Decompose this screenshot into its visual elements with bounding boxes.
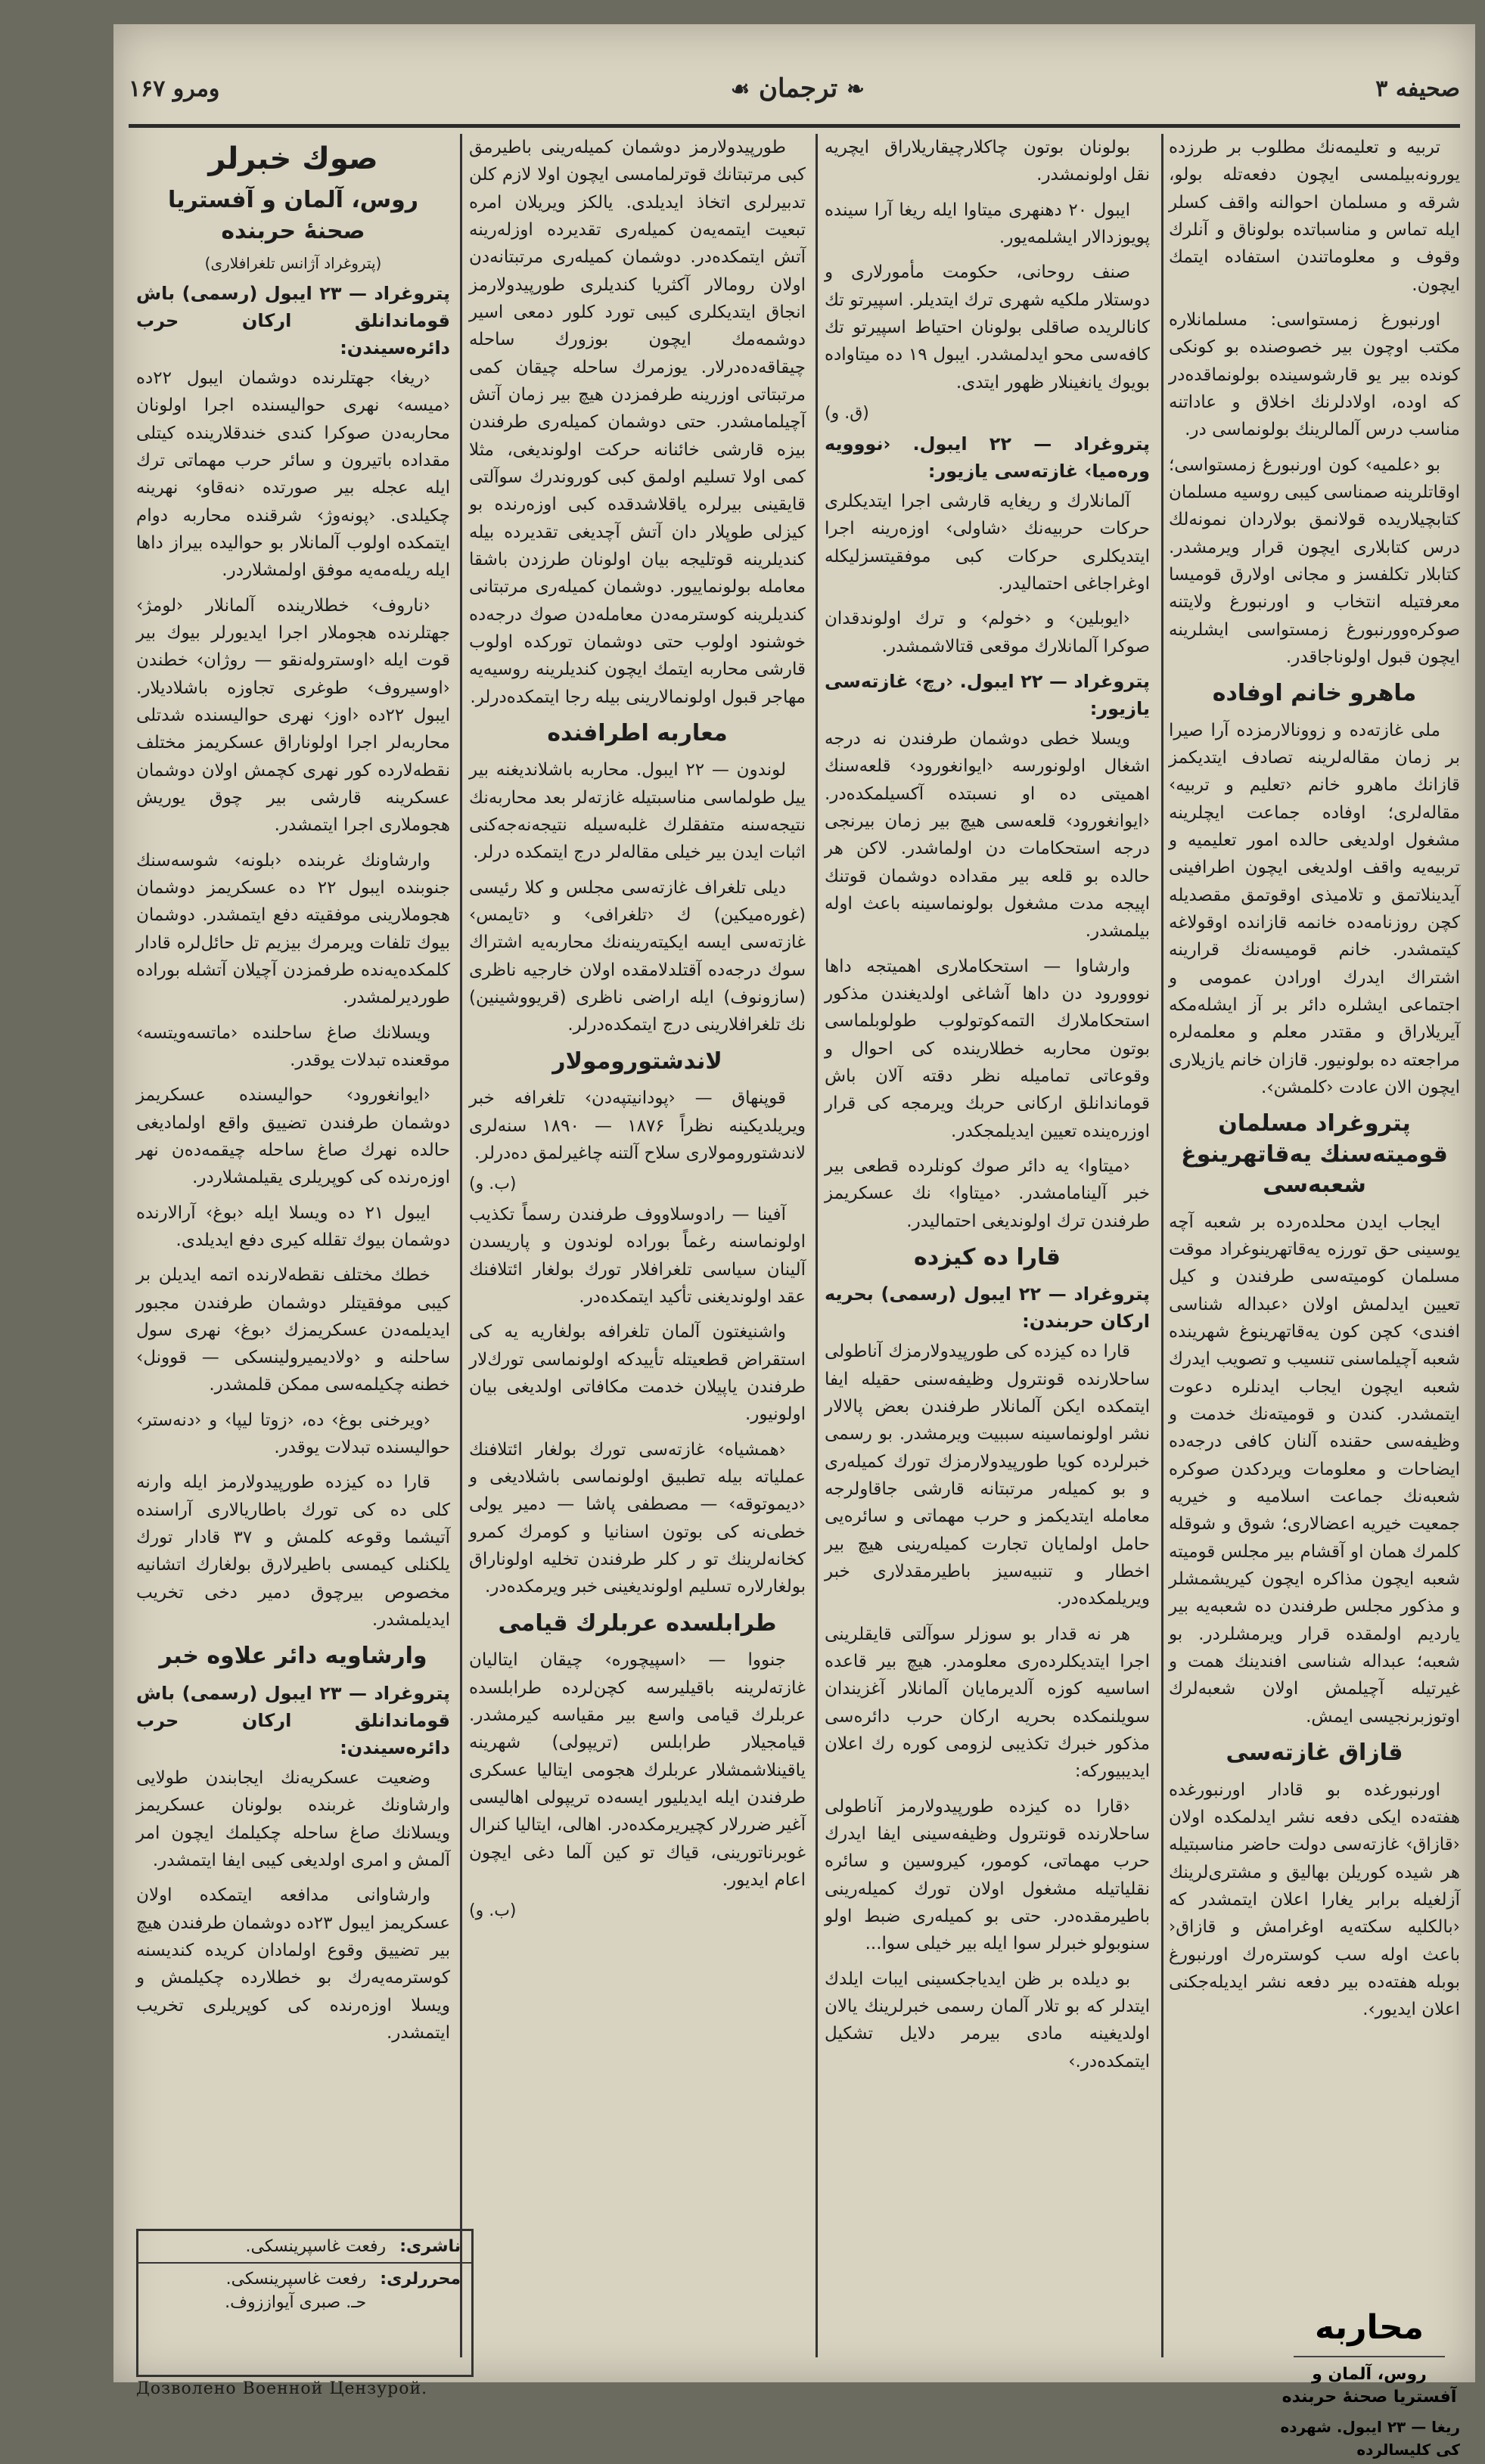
col4-p10: وضعیت عسکریه‌نك ایجابندن طولایی وارشاونك غربنده بولونان عسکریمز ویسلانك صاغ ساحله چکیلمك ایچون امر آلمش و امری اولدیغی کیبی ایفا ایتمشدر.: [136, 1767, 450, 1870]
col2-top3: صنف روحانی، حکومت مأمورلاری و دوستلار ملکیه شهری ترك ایتدیلر. اسپیرتو تك کانالریده صاقلی بولونان احتیاط اسپیرتو تك کافه‌سی محو ایدلمشدر. ایبول ۱۹ ده میتاواده بویوك یانغینلار ظهور ایتدی.: [825, 262, 1150, 393]
col4-heading3: وارشاویه دائر علاوه خبر: [159, 1643, 427, 1670]
col2-dateline2: پتروغراد — ۲۲ ایبول. ‹رچ› غازته‌سی یازیور:: [825, 670, 1151, 719]
col3-heading3: طرابلسده عربلرك قیامی: [498, 1609, 777, 1637]
col1-cont1: تربیه و تعلیمه‌نك مطلوب بر طرزده یورونه‌بیلمسی ایچون دفعه‌تله بولو، شرقه و مسلمان احوالنه واقف کسلر ایله تماس و مناسباتده بولوناق و آنلرك وقوف و معلوماتندن استفاده ایتمك ایچون.: [1169, 138, 1460, 295]
col2-top1: بولونان بوتون چاکلارچیقاریلاراق ایچریه نقل اولونمشدر.: [825, 138, 1150, 185]
column-2: [825, 134, 1150, 2357]
newspaper-page: [113, 24, 1475, 2459]
col2-p2: ‹ایوبلین› و ‹خولم› و ترك اولوندقدان صوکرا آلمانلارك موقعی قتالاشمشدر.: [825, 609, 1150, 656]
col4-p3: وارشاونك غربنده ‹بلونه› شوسه‌سنك جنوبنده ایبول ۲۲ ده عسکریمز دوشمان هجوملارینی موفقیته دفع ایتمشدر. دوشمان بیوك تلفات ویرمرك بیزیم تل حائل‌لره قادار کلمکده‌یه‌نده طرفمزدن آچیلان آتشله بوراده طوردیرلمشدر.: [136, 850, 450, 1008]
col1-heading3: قازاق غازته‌سی: [1226, 1739, 1403, 1767]
footer-editors-row: [138, 2264, 471, 2318]
ornament-right-icon: ☙: [730, 76, 750, 101]
col3-p5: واشنیغتون آلمان تلغرافه بولغاریه یه کی استقراض قطعیتله تأییدکه اولونماسی تورك‌لار طرفندن یاپیلان خدمت مكافاتی اولدیغی بیان اولونیور.: [469, 1322, 806, 1425]
col1-bottom-rule: [1294, 2356, 1445, 2357]
page-number: صحیفه ۳: [1375, 75, 1460, 102]
col3-p3: قوپنهاق — ‹پودانیتپه‌دن› تلغرافه خبر ویریلدیکینه نظراً ۱۸۷۶ — ۱۸۹۰ سنه‌لری لاندشتورومولاری سلاح آلتنه چاغیرلمق ده‌درلر.: [469, 1088, 806, 1163]
editors-list: [225, 2270, 366, 2312]
col3-heading2: لاندشتورومولار: [552, 1047, 722, 1075]
col1-heading1: ماهرو خانم اوفاده: [1212, 680, 1417, 707]
col4-p8: ‹ویرخنی بوغ› ده، ‹زوتا لیپا› و ‹دنه‌ستر› حوالیسنده تبدلات یوقدر.: [136, 1410, 450, 1458]
col4-p1: ‹ریغا› جهتلرنده دوشمان ایبول ۲۲ده ‹میسه› نهری حوالیسنده اجرا اولونان محاربه‌دن صوکرا کندی خندقلارینده کیتلی مقداده باتیرون و سائر حرب مهماتی ترك ایله عجله بیر صورتده ‹نه‌قاو› نهرینه چکیلدی. ‹پونه‌وژ› شرقنده محاربه دوام ایتمکده اولوب آلمانلار بو حوالیده بیراز داها ایله ریله‌مه‌یه موفق اولمشلاردر.: [136, 368, 450, 581]
col4-p5: ‹ایوانغورود› حوالیسنده عسکریمز دوشمان طرفندن تضییق واقع اولمادیغی حالده نهرك صاغ ساحله چیقمه‌ده‌ن نهر اوزه‌رنده کی کوپریلری یقیلمشلاردر.: [136, 1085, 450, 1188]
col3-p7: جنووا — ‹اسپیچوره› چیقان ایتالیان غازته‌لرینه باقیلیرسه کچن‌لرده طرابلسده عربلرك قیامی واسع بیر مقیاسه کیرمشدر. قیامجیلار طرابلس (تریپولی) شهرینه یاقینلاشمشلار عربلرك هجومی ایتالیا عسکری طرفندن ایله ایدیلیور ایسه‌ده تریپولی اهالیسی آغیر ضررلار کچیریرمكده‌در. اهالی، ایتالیا کنرال غوبرناتورینی، قیاك تو کین آلما دغی ایچون اعام ایدیور.: [469, 1650, 806, 1890]
col2-p8: ‹قارا ده کیزده طورپیدولارمز آناطولی ساحلارنده قونترول وظیفه‌سینی ایفا ایدرك حرب مهماتی، کومور، کیروسین و سائره نقلیاتیله مشغول اولان تورك کمیله‌رینی باطیرمقده‌در. حتی بو کمیله‌ری ضبط اولو سنوبولو خبرلر سوا ایله بیر خیلی سوا...: [825, 1796, 1150, 1954]
col2-ref1: (ق. و): [825, 403, 869, 423]
footer-publisher-row: [138, 2231, 471, 2264]
col4-p7: خطك مختلف نقطه‌لارنده اتمه ایدیلن بر کیبی موفقیتلر دوشمان طرفندن مجبور ایدیلمه‌دن عسکریمزك ‹بوغ› نهری سول ساحلنه و ‹ولادیمیرولینسکی — قوونل› خطنه چکیلمه‌سی ممکن قلمشدر.: [136, 1265, 450, 1395]
column-1: [1169, 134, 1460, 2357]
column-divider-1: [1161, 134, 1163, 2357]
column-divider-2: [816, 134, 818, 2357]
col3-ref1: (ب. و): [469, 1175, 517, 1194]
col4-p2: ‹ناروف› خطلارینده آلمانلار ‹لومژ› جهتلرنده هجوملار اجرا ایدیورلر بیوك بیر قوت ایله ‹اوستروله‌نقو — روژان› خطندن ‹اوسیروف› طوغری تجاوزه باشلادیلار. ایبول ۲۲ده ‹اوز› نهری حوالیسنده شدتلی محاربه‌لر اجرا اولوناراق عسکریمز مختلف نقطه‌لارده کور نهری کچمش اولان دوشمان عسکرینه قارشی بیر چوق یوریش هجوملاری اجرا ایتمشدر.: [136, 595, 450, 836]
editor-2: حـ. صبری آیواززوف.: [225, 2293, 367, 2312]
col1-heading4: محاربه: [1314, 2308, 1424, 2347]
publisher-name: رفعت غاسپرینسکی.: [245, 2237, 387, 2256]
col2-p9: بو دیلده بر ظن ایدیاجکسینی ایبات ایلدك ایتدلر که بو تلار آلمان رسمی خبرلرینك یالان اولدیغینه مادی بیرمر دلایل تشکیل ایتمكده‌در.›: [825, 1969, 1150, 2071]
col2-p6: قارا ده کیزده کی طورپیدولارمزك آناطولی ساحلارنده قونترول وظیفه‌سنی حقیله ایفا ایتمكده ایكن آلمانلار طرفندن بعض پالالار نشر اولونماسینه سببیت ویرمشدر. بو رسمی خبرلرده کویا طورپیدولارمزك تورك کمیله‌ری و بو کمیله‌ر مرتبتانه قارشی جاقاولرجه معامله ایتدیکمز و حرب مهماتی و سائره‌یی حامل اولمایان تجارت کمیله‌رینی هیچ بیر اخطار و تنبیه‌سیز باطیرمقدلاری خبر ویریلمكده‌در.: [825, 1342, 1150, 1609]
col4-heading1: صوك خبرلر: [208, 141, 378, 176]
col2-top2: ایبول ۲۰ دهنهرى میتاوا ایله ریغا آرا سینده پویوزدالار ایشلمه‌یور.: [825, 200, 1150, 247]
col2-dateline3: پتروغراد — ۲۲ ایبول (رسمی) بحریه ارکان حربندن:: [825, 1283, 1150, 1333]
masthead-rule: [129, 124, 1460, 128]
col3-p2: دیلی تلغراف غازته‌سی مجلس و کلا رئیسی (غوره‌میکین) ك ‹تلغرافی› و ‹تایمس› غازته‌سی ایسه ایکیته‌رینه‌نك محاربه‌یه اشتراك سوك درجه‌ده آقتلدلامقده اولان خارجیه ناظری (سازونوف) ایله اراضی ناظری (قریووشینین) نك تلغرافلارینی درج ایتمكده‌درلر.: [469, 877, 806, 1035]
col4-p11: وارشاوانی مدافعه ایتمکده اولان عسکریمز ایبول ۲۳ده دوشمان طرفندن هیچ بیر تضییق وقوع اولمادان کریده کندیسنه کوسترمه‌یه‌رك بو خطلارده چکیلمش و ویسلا اوزه‌رنده کی کوپریلری تخریب ایتمشدر.: [136, 1885, 450, 2043]
col4-p9: قارا ده کیزده طورپیدولارمز ایله وارنه کلی ده کی تورك باطاریالاری آراسنده آتیشما وقوعه کلمش و ۳۷ قادار تورك یلکنلی کیمسی باطیرلارق بولغارك اتشانیه مخصوص بیرچوق دمیر دخی تخریب ایدیلمشدر.: [136, 1473, 450, 1631]
col3-p1: لوندون — ۲۲ ایبول. محاربه باشلاندیغنه بیر ییل طولماسی مناسبتیله غازته‌لر بعد محاربه‌نك نتیجه‌سنه متفقلرك غلبه‌سیله نتیجه‌نه‌جه‌کنی اثبات ایدن بیر خیلی مقاله‌لر درج ایتمكده درلر.: [469, 760, 806, 863]
col1-cont2: اورنبورغ زمستواسی: مسلمانلاره مکتب اوچون بیر خصوصنده بو کونکی کونده بیر یو قارشوسینده بولونماقده‌در که اوده، اولادلرنك اخلاق و عاداتنه مناسب درس آلمالرینك بولونماسی در.: [1169, 309, 1460, 440]
col1-heading2: پتروغراد مسلمان قومیته‌سنك یه‌قاتهرینوغ شعبه‌سی: [1181, 1110, 1448, 1199]
col4-dateline2: پتروغراد — ۲۳ ایبول (رسمی) باش قوماندانلق ارکان حرب دائره‌سیندن:: [136, 1682, 450, 1758]
col3-p6: ‹همشیاه› غازته‌سی تورك بولغار ائتلافنك عملیاته بیله تطبیق اولونماسی باشلادیغی و ‹دیموتوقه› — مصطفی پاشا — دمیر یولی خطی‌نه کی بوتون اسنانیا و کومرك کمرو کخانه‌لرینك تو ر کلر طرفندن تخلیه اولوناراق بولغارلاره تسلیم اولوندیغینی خبر ویرمكده‌در.: [469, 1439, 806, 1597]
col3-p4: آفینا — رادوسلاووف طرفندن رسماً تکذیب اولونماسنه رغماً بوراده لوندون و پاریسدن آلینان سیاسی تلغرافلار تورك بولغار ائتلافنك عقد اولوندیغنی تأکید ایتمكده‌در.: [469, 1205, 806, 1308]
footer-imprint: [136, 2229, 474, 2377]
col2-p4: وارشاوا — استحکاملاری اهمیتجه داها نووورود دن داها آشاغی اولدیغندن مذکور استحکاملارك التمه‌كوتولوب طولوبلماسی بوتون محاربه خطلارینده کی احوال و وقوعاتی تمامیله نظر دقته آلان باش قوماندانلق ارکانی حربك ویرمجه کی قرار اوزره‌ینده تعیین ایدیلمجکدر.: [825, 956, 1150, 1141]
issue-number: ومرو ۱۶۷: [129, 75, 220, 102]
col4-p4: ویسلانك صاغ ساحلنده ‹ماتسه‌ویتسه› موقعنده تبدلات یوقدر.: [136, 1023, 450, 1070]
col3-ref2: (ب. و): [469, 1901, 517, 1921]
col2-p3: ویسلا خطی دوشمان طرفندن نه درجه اشغال اولونورسه ‹ایوانغورود› قلعه‌سنك اهمیتی ده او نسبتده آکسیلمكده‌در. ‹ایوانغورود› قلعه‌سی هیچ بیر زمان بیرنجی درجه استحکامات دن اولماشدر. لاكن هر حالده بو قلعه بیر مقداده دوشمان قوتنك اپیجه مدت مشغول بولونماسینه باعث اوله بیلمشدر.: [825, 728, 1150, 942]
col4-p6: ایبول ۲۱ ده ویسلا ایله ‹بوغ› آرالارنده دوشمان بیوك تقلله کیری دفع ایدیلدی.: [136, 1203, 450, 1250]
col4-heading2: روس، آلمان و آفستریا صحنهٔ حربنده: [167, 187, 419, 244]
col1-cont3: بو ‹علمیه› کون اورنبورغ زمستواسی؛ اوقاتلرینه صمناسی کیبی روسیه مسلمان کتابچیلاریده قولانمق بولاردان نمونه‌لك درس کتابلاری ایچون قرار ویرمشدر. کتابلار تکلفسز و مجانی اولارق قوميسا معرفتیله انتخاب و اورنبورغ ولایتنه صوكره‌وورنبورغ زمستواسی ایشلرینه ایچون قبول اولوناجاقدر.: [1169, 455, 1460, 667]
censorship-note: Дозволено Военной Цензурой.: [136, 2379, 428, 2398]
editors-label: محررلری:: [380, 2270, 461, 2289]
col2-p7: هر نه قدار بو سوزلر سوآلتی قایقلرینی اجرا ایتدیكلرده‌ری معلومدر. هیچ بیر قاعده اساسیه کوزه آلدیرمایان آلمانلار آغزیندان سویلنمكده بحریه ارکان حرب دائره‌سی مذکور خبرك تکذیبی لزومی کوره رك اعلان ایدیبیورکه:: [825, 1624, 1150, 1782]
col3-top1: طورپیدولارمز دوشمان کمیله‌رینی باطیرمق کبی مرتبتانك قوترلمامسی ایچون اولا لازم کلن تدبیرلری اتخاذ ایدیلدی. یالکز ویریلان امره تبعیت ایتمه‌یه‌ن کمیله‌ری تقدیرده اوزله‌رینه آتش ایتمكده‌در. دوشمان کمیله‌ری مرتبتانه‌دن اولان رومالار آکثریا کندیلری طورپیدولارمز انجاق ایتدیكلری کیبی تورد کلور دمعی اسیر دوشمه‌مك ایچون بوزورك ساحله چیقاقه‌ده‌درلار. یوزمرك ساحله چیقان کمی مرتبتاتی اوزرینه طرفمزدن هیچ بیر زمان آتش آچیلمامشدر. حتی دوشمان کمیله‌ری طرفندن بیزه قارشی خائنانه حرکت اولوندیغی، مثلا کمی اولا تسلیم اولمق کبی کوروندرك سوآلتی قایقینی بیرلره یاقلاشدقده کبی اوزه‌رنده بو کیزلی طوپلار دان آتش آچدیغی تقدیرده بیله کندیلرینه قوتلیجه بیان اولونان طرزدن باشقا معامله بولونماییور. دوشمان کمیله‌ری مرتبتانی کندیلرینه کوسترمه‌دن معامله‌دن صوك درجه‌ده خوشنود اولوب حتی دوشمان تورکده اولوب قارشی محاربه ایتمك ایچون کندیلرینه روسیه‌یه مهاجر قبول اولونمالارینی بیله رجا ایتمكده‌درلر.: [469, 138, 806, 707]
col4-note1: (پتروغراد آژانس تلغرافلاری): [204, 254, 382, 272]
col3-heading1: معاربه اطرافنده: [547, 719, 728, 746]
newspaper-title-block: [731, 73, 865, 104]
publisher-label: ناشری:: [399, 2237, 461, 2256]
newspaper-title: ترجمان: [759, 73, 838, 104]
column-3: [469, 134, 806, 2357]
column-divider-3: [460, 134, 462, 2357]
col1-body3: اورنبورغده بو قادار اورنبورغده هفته‌ده ایكی دفعه نشر ایدلمكده اولان ‹قازاق› غازته‌سی دولت حاضر مناسبتیله هر شیده کوریلن بهالیق و مشتری‌لرینك آزلغیله برابر یغارا اعلان ایتمشدر که ‹بالكلیه سکته‌یه اوغرامش و قازاق‹ باعث اوله سب کوستره‌رك اورنبورغ بوبله هفته‌ده بیر دفعه نشر ایدیله‌جکنی اعلان ایدیور›.: [1169, 1780, 1460, 2020]
col1-body2: ایجاب ایدن محلده‌رده بر شعبه آچه یوسینی حق تورزه یه‌قاتهرینوغراد موقت مسلمان کومیته‌سی طرفندن و کیل تعیین ایدلمش اولان ‹عبداله شناسی افندی› کچن کون یه‌قاتهرینوغ شهرینده شعبه آچیلماسنی تنسیب و تصویب ایدرك شعبه ایچون ایجاب ایدنلره دعوت ایتمشدر. کندن و قومیته‌نك خدمت و وظیفه‌سی حقنده آلنان کافی درجه‌ده ایضاحات و معلومات ویردکدن صوكره شعبه‌نك جماعت اسلامیه و خیریه جمعیت خیریه اعضالاری؛ شوق و شوقله کلمرك همان او آقشام بیر مجلس قومیته شعبه ایچون مذاكره ایچون کیریشمشلر و مذكور مجلس طرفندن ده شعبه‌یه بیر یاردیم اولمقده قرار ویرمشلردر. بو شعبه؛ عبداله شناسی افندینك همت و غیرتیله آچیلمش اولان شعبه‌لرك اوتوزبرنجیسی ایمش.: [1169, 1212, 1460, 1727]
col4-dateline1: پتروغراد — ۲۳ ایبول (رسمی) باش قوماندانلق ارکان حرب دائره‌سیندن:: [136, 283, 450, 358]
masthead: [129, 54, 1460, 123]
col2-p5: ‹میتاوا› یه دائر صوك کونلرده قطعی بیر خبر آلینامامشدر. ‹میتاوا› نك عسکریمز طرفندن ترك اولوندیغی احتمالیدر.: [825, 1156, 1150, 1231]
editor-1: رفعت غاسپرینسکی.: [225, 2270, 367, 2289]
col2-dateline1: پتروغراد — ۲۲ ایبول. ‹نووویه وره‌میا› غازته‌سی یازیور:: [825, 433, 1150, 482]
column-4: [136, 134, 450, 2221]
ornament-left-icon: ❧: [847, 76, 865, 101]
col1-body1: ملی غازته‌ده و زوونالارمزده آرا صیرا بر زمان مقاله‌لرینه تصادف ایتدیكمز قازانك ماهرو خانم ‹تعلیم و تربیه› مقاله‌لری؛ اوفاده جماعت ایچلرینه مشغول اولدیغی حالده امور تعلیمیه و تربیه‌یه واقف اولدیغی ایچون اطرافینی آیدینلاتمق و تلامیذی اوقوتمق مقصدیله کچن روزنامه‌ده خانمه قازانده اوقولاغه کیتمشدر. خانم قومیسه‌نك قرارینه اشتراك ایدرك اورادن عمومی و اجتماعی ایشلره دائر بر آز ایشله‌مكه آیریلاراق و مقتدر معلم و معلمه‌لره مراجعته ده بولونیور. قازان خانم یازیلاری ایچون الان عادت ‹كلمشن›.: [1169, 720, 1460, 1097]
col2-heading1: قارا ده کیزده: [914, 1243, 1061, 1271]
col1-bottom2: ریغا — ۲۳ ایبول. شهرده کی کلیسالرده: [1280, 2418, 1460, 2459]
col2-p1: آلمانلارك و ریغایه قارشی اجرا ایتدیكلری حرکات حربیه‌نك ‹شاولی› اوزه‌رینه اجرا ایتدیكلری حرکات کبی موفقیتسزلیكله اوغراجاغی احتمالیدر.: [825, 491, 1150, 594]
col1-bottom-banner: [1278, 2301, 1460, 2464]
col1-bottom1: روس، آلمان و آفستریا صحنهٔ حربنده: [1282, 2365, 1457, 2407]
